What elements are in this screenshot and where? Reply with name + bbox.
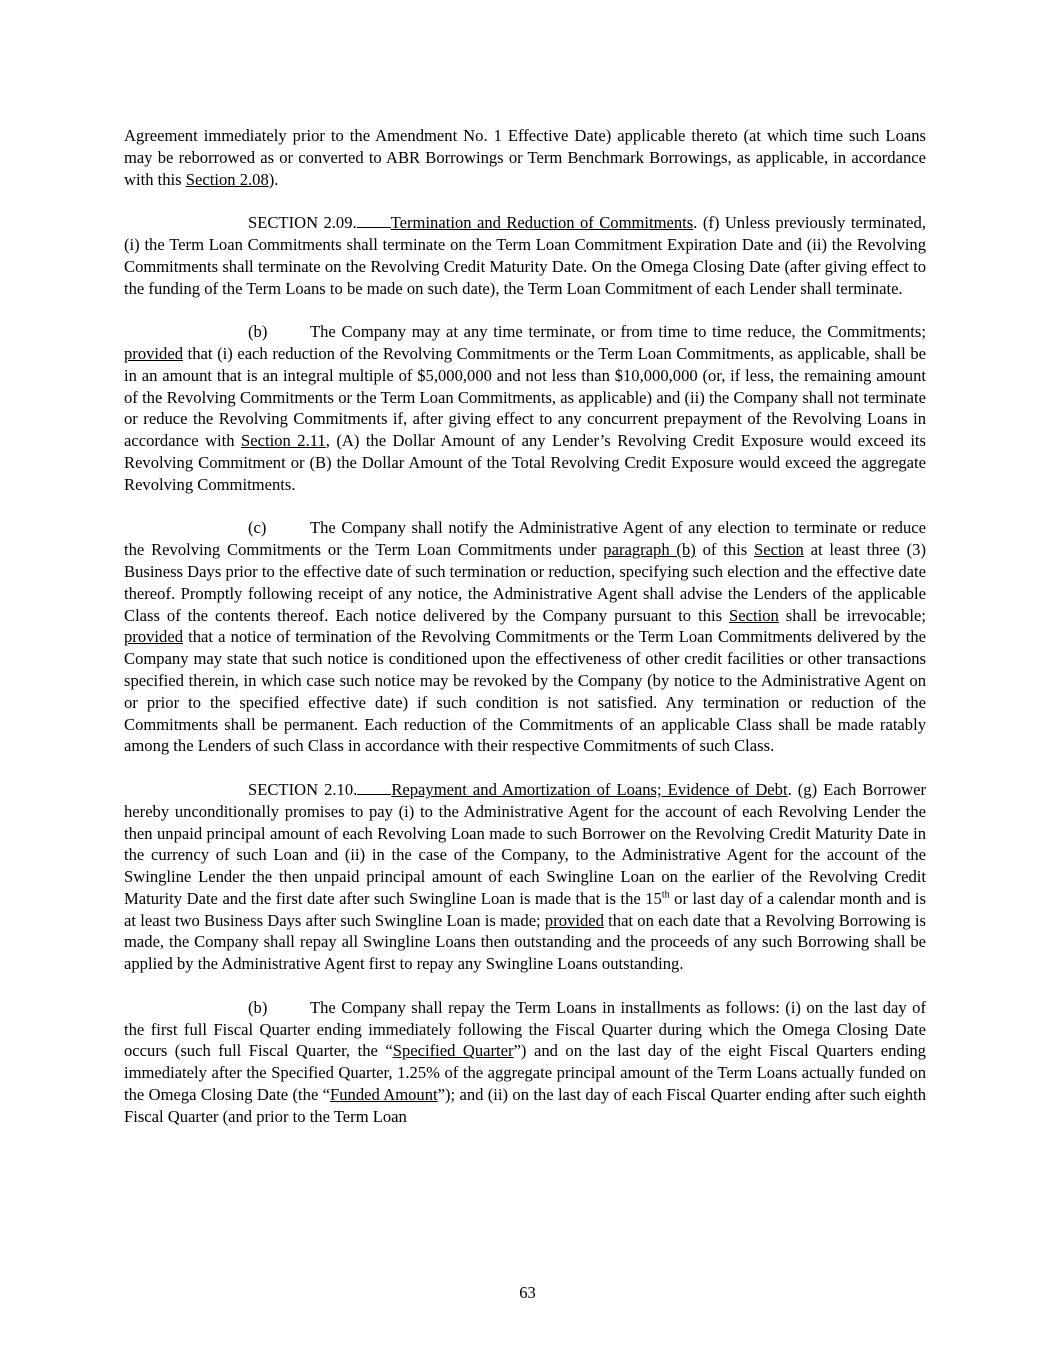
text-run: that (i) each reduction of the Revolving Commitments or the Term Loan Commitments, as applicable, shall be in an amount that is an integral multiple of $5,000,000 and not less than $10,000,000 (or, if less, the remaining amount of the Revolving Commitments or the Term Loan Commitments, as applicable) and (ii) the Company shall not terminate or reduce the Revolving Commitments if, after giving effect to any concurrent prepayment of the Revolving Loans in accordance with [124,343,926,451]
section-heading: Repayment and Amortization of Loans; Evidence of Debt [391,779,788,799]
ordinal-superscript: th [661,889,670,901]
text-run: or last day of a calendar month and is at least two Business Days after such Swingline Loan is made; [124,888,926,930]
clause-label: (b) [248,997,268,1017]
section-reference: Section [729,605,779,625]
defined-term: provided [124,343,183,363]
text-run: , (A) the Dollar Amount of any Lender’s Revolving Credit Exposure would exceed its Revolving Commitment or (B) the Dollar Amount of the Total Revolving Credit Exposure would exceed the aggregate Revolving Commitments. [124,431,927,494]
section-label: SECTION 2.09. [248,213,357,233]
section-heading: Termination and Reduction of Commitments [390,213,694,233]
section-label: SECTION 2.10. [248,779,358,799]
text-run: The Company shall notify the Administrative Agent of any election to terminate or reduce the Revolving Commitments or the Term Loan Commitments under [124,518,926,560]
text-run: that on each date that a Revolving Borrowing is made, the Company shall repay all Swingline Loans then outstanding and the proceeds of any such Borrowing shall be applied by the Administrative Agent first to repay any Swingline Loans outstanding. [124,910,926,974]
section-2-10 [124,779,926,975]
text-run: at least three (3) Business Days prior to the effective date of such termination or reduction, specifying such election and the effective date thereof. Promptly following receipt of any notice, the Administrative Agent shall advise the Lenders of the applicable Class of the contents thereof. Each notice delivered by the Company pursuant to this [124,540,926,625]
defined-term: provided [544,910,604,930]
text-run: . (f) Unless previously terminated, (i) the Term Loan Commitments shall terminate on the Term Loan Commitment Expiration Date and (ii) the Revolving Commitments shall terminate on the Revolving Credit Maturity Date. On the Omega Closing Date (after giving effect to the funding of the Term Loans to be made on such date), the Term Loan Commitment of each Lender shall terminate. [124,213,926,298]
section-2-09-c [124,517,926,757]
clause-label: (b) [248,322,268,342]
section-2-09-b [124,321,926,495]
section-reference: Section 2.08 [185,169,269,189]
page-number: 63 [519,1283,536,1302]
section-2-09 [124,212,926,299]
text-run: ). [268,169,279,189]
text-run: that a notice of termination of the Revolving Commitments or the Term Loan Commitments delivered by the Company may state that such notice is conditioned upon the effectiveness of other credit facilities or other transactions specified therein, in which case such notice may be revoked by the Company (by notice to the Administrative Agent on or prior to the specified effective date) if such condition is not satisfied. Any termination or reduction of the Commitments shall be permanent. Each reduction of the Commitments of an applicable Class shall be made ratably among the Lenders of such Class in accordance with their respective Commitments of such Class. [124,627,926,756]
paragraph-continuation [124,125,926,190]
text-run: ”); and (ii) on the last day of each Fiscal Quarter ending after such eighth Fiscal Quarter (and prior to the Term Loan [124,1085,927,1126]
defined-term: Specified Quarter [392,1041,514,1061]
text-run: The Company shall repay the Term Loans in installments as follows: (i) on the last day of the first full Fiscal Quarter ending immediately following the Fiscal Quarter during which the Omega Closing Date occurs (such full Fiscal Quarter, the “ [124,997,926,1061]
clause-label: (c) [248,518,267,538]
text-run: The Company may at any time terminate, or from time to time reduce, the Commitments; [310,322,926,342]
text-run: Agreement immediately prior to the Amendment No. 1 Effective Date) applicable thereto (at which time such Loans may be reborrowed as or converted to ABR Borrowings or Term Benchmark Borrowings, as applicable, in accordance with this [124,126,926,189]
defined-term: provided [124,627,183,647]
text-run: . (g) Each Borrower hereby unconditionally promises to pay (i) to the Administrative Agent for the account of each Revolving Lender the then unpaid principal amount of each Revolving Loan made to such Borrower on the Revolving Credit Maturity Date in the currency of such Loan and (ii) in the case of the Company, to the Administrative Agent for the account of the Swingline Lender the then unpaid principal amount of each Swingline Loan on the earlier of the Revolving Credit Maturity Date and the first date after such Swingline Loan is made that is the 15 [124,779,926,908]
paragraph-reference: paragraph (b) [603,540,696,560]
section-reference: Section [754,540,804,560]
section-2-10-b [124,997,926,1128]
defined-term: Funded Amount [330,1085,438,1105]
text-run: of this [695,540,755,560]
section-reference: Section 2.11 [241,431,326,451]
text-run: shall be irrevocable; [778,605,926,625]
heading-leader [357,779,391,795]
text-run: ”) and on the last day of the eight Fiscal Quarters ending immediately after the Specified Quarter, 1.25% of the aggregate principal amount of the Term Loans actually funded on the Omega Closing Date (the “ [124,1041,926,1105]
heading-leader [357,212,391,228]
document-page [124,125,926,1149]
